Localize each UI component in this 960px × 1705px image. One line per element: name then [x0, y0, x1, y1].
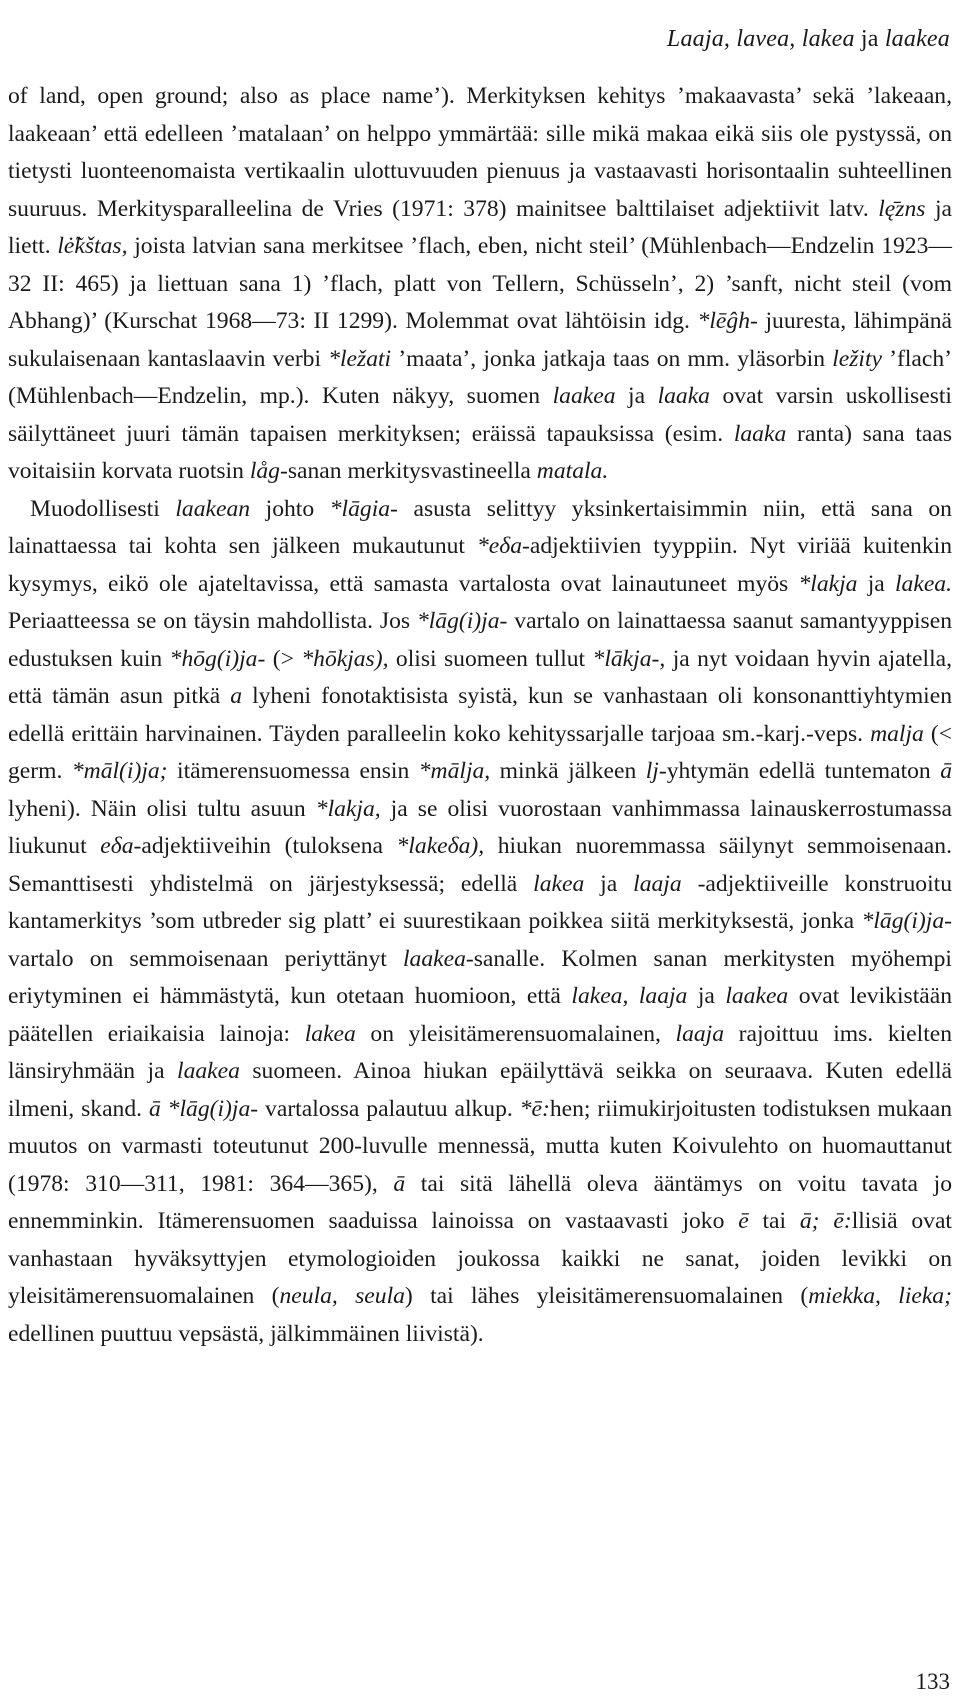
italic-term: lę̄zns [878, 195, 926, 222]
text-run: vartalossa palautuu alkup. [258, 1095, 520, 1122]
text-run: olisi suomeen tullut [388, 645, 593, 672]
text-run: Periaatteessa se on täysin mahdollista. Jos [8, 608, 417, 634]
running-head-word: laakea [884, 26, 950, 52]
italic-term: *hōkjas), [301, 645, 389, 672]
text-run: ja se olisi vuorostaan vanhimmassa lainauskerrostumassa liukunut [8, 795, 952, 859]
text-run: on yleisitämerensuomalainen, [355, 1020, 676, 1047]
text-run: ja liett. [8, 195, 952, 259]
italic-term: laaka [733, 420, 787, 447]
italic-term: laaja [675, 1020, 725, 1047]
text-run: suomeen. Ainoa hiukan epäilyttävä seikka on seuraava. Kuten edellä ilmeni, skand. [8, 1058, 952, 1122]
text-run: itämerensuomessa ensin [167, 758, 419, 784]
text-run: -adjektiiveihin (tuloksena [133, 833, 397, 859]
italic-term: ē: [833, 1208, 852, 1234]
text-run: (< germ. [8, 720, 953, 784]
text-run: ja [687, 983, 726, 1009]
text-run: -sanalle. Kolmen sanan merkitysten myöhempi eriytyminen ei hämmästytä, kun otetaan huomioon, että [8, 945, 952, 1009]
italic-term: laakea [177, 1058, 240, 1084]
italic-term: *lāg(i)ja- [416, 608, 508, 634]
text-run: johto [250, 495, 330, 522]
text-run: asusta selittyy yksinkertaisimmin niin, että sana on lainattaessa tai kohta sen jälkeen mukautunut [8, 495, 952, 559]
text-run: minkä jälkeen [490, 758, 646, 784]
italic-term: eδa [100, 833, 134, 859]
text-run: of land, open ground; also as place name’). Merkityksen kehitys ’makaavasta’ sekä ’lakeaan, laakeaan’ että edelleen ’matalaan’ on helppo ymmärtää: sille mikä makaa eikä siis ole pystyssä, on tietysti luonteenomaista vertikaalin ulottuvuuden pienuus ja vastaavasti horisontaalin suhteellinen suuruus. Merkitysparalleelina de Vries (1971: 378) mainitsee balttilaiset adjektiivit latv. [8, 83, 952, 222]
text-run: ’flach’ (Mühlenbach—Endzelin, mp.). Kuten näkyy, suomen [8, 345, 952, 409]
italic-term: *eδa [476, 533, 523, 559]
text-run: -adjektiivien tyyppiin. Nyt viriää kuitenkin kysymys, eikö ole ajateltavissa, että samasta vartalosta ovat lainautuneet myös [8, 533, 952, 597]
text-run: vartalo on semmoisenaan periyttänyt [8, 945, 403, 972]
text-run: ja [857, 570, 895, 597]
text-run: -adjektiiveille konstruoitu kantamerkitys ’som utbreder sig platt’ ei suurestikaan poikkea siitä merkityksestä, jonka [8, 870, 953, 934]
italic-term: laakean [175, 495, 251, 522]
italic-term: *hōg(i)ja- [169, 645, 266, 672]
italic-term: *māl(i)ja; [71, 758, 168, 784]
italic-term: ā; [799, 1208, 820, 1234]
italic-term: ē [738, 1208, 749, 1234]
running-head-conjunction: ja [854, 26, 885, 52]
italic-term: lakea [304, 1020, 356, 1047]
italic-term: lė̃kštas, [57, 233, 128, 259]
text-run: -yhtymän edellä tuntematon [658, 758, 941, 784]
text-run: ’maata’, jonka jatkaja taas on mm. yläsorbin [391, 345, 833, 372]
text-run: ja [584, 870, 634, 897]
italic-term: lakea, laaja [571, 983, 688, 1009]
text-run: ovat levikistään päätellen eriaikaisia lainoja: [8, 983, 952, 1047]
page-number: 133 [915, 1669, 950, 1694]
italic-term: miekka, lieka; [808, 1283, 952, 1309]
italic-term: lj [645, 758, 659, 784]
paragraph [8, 78, 952, 491]
italic-term: *lakja, [315, 795, 381, 822]
text-run: edellinen puuttuu vepsästä, jälkimmäinen liivistä). [8, 1320, 484, 1347]
italic-term: *lāg(i)ja- [861, 908, 952, 934]
italic-term: laakea [403, 945, 466, 972]
text-run: vartalo on lainattaessa saanut samantyyppisen edustuksen kuin [8, 608, 952, 672]
text-run: tai sitä lähellä oleva ääntämys on voitu tavata jo ennemminkin. Itämerensuomen saaduissa lainoissa on vastaavasti joko [8, 1170, 952, 1234]
text-run: (> [265, 645, 302, 672]
text-run: ja [615, 383, 658, 409]
text-run: lyheni fonotaktisista syistä, kun se vanhastaan oli konsonanttiyhtymien edellä erittäin harvinainen. Täyden paralleelin koko kehityssarjalle tarjoaa sm.-karj.-veps. [8, 683, 952, 747]
italic-term: neula, seula [279, 1283, 405, 1309]
italic-term: laaka [657, 383, 710, 409]
italic-term: *lakeδa), [396, 833, 485, 859]
text-run: hen; riimukirjoitusten todistuksen mukaan muutos on varmasti toteutunut 200-luvulle mennessä, mutta kuten Koivulehto on huomauttanut (1978: 310—311, 1981: 364—365), [8, 1095, 953, 1197]
running-head [667, 26, 950, 53]
italic-term: *ē: [519, 1095, 550, 1122]
italic-term: *lākja-, [592, 645, 666, 672]
italic-term: laakea [552, 383, 616, 409]
italic-term: matala. [536, 458, 609, 484]
body-text [8, 78, 952, 1353]
text-run: juuresta, lähimpänä sukulaisenaan kantaslaavin verbi [8, 308, 953, 372]
italic-term: ā [940, 758, 953, 784]
text-run: -sanan merkitysvastineella [279, 458, 537, 484]
text-run: joista latvian sana merkitsee ’flach, eben, nicht steil’ (Mühlenbach—Endzelin 1923—32 II: 465) ja liettuan sana 1) ’flach, platt von Tellern, Schüsseln’, 2) ’sanft, nicht steil (vom Abhang)’ (Kurschat 1968—73: II 1299). Molemmat ovat lähtöisin idg. [8, 233, 952, 334]
text-run: lyheni). Näin olisi tultu asuun [8, 795, 316, 822]
italic-term: *mālja, [418, 758, 491, 784]
italic-term: *lāgia- [329, 495, 398, 522]
text-run: hiukan nuoremmassa säilynyt semmoisenaan. Semanttisesti yhdistelmä on järjestyksessä; edellä [8, 833, 952, 897]
italic-term: låg [249, 458, 280, 484]
italic-term: *lēĝh- [697, 308, 758, 334]
italic-term: *lakja [798, 570, 858, 597]
text-run: ja nyt voidaan hyvin ajatella, että tämän asun pitkä [8, 645, 953, 709]
text-run: ) tai lähes yleisitämerensuomalainen ( [404, 1283, 809, 1309]
text-run: llisiä ovat vanhastaan hyväksyttyjen etymologioiden joukossa kaikki ne sanat, joiden levikki on yleisitämerensuomalainen ( [8, 1208, 952, 1309]
paragraph [8, 491, 952, 1354]
running-head-title: Laaja, lavea, lakea [666, 26, 855, 52]
italic-term: lakea [533, 870, 585, 897]
italic-term: *ležati [328, 345, 392, 372]
text-run: ovat varsin uskollisesti säilyttäneet juuri tämän tapaisen merkityksen; eräissä tapauksissa (esim. [8, 383, 952, 447]
text-run [820, 1208, 834, 1234]
text-run: tai [748, 1208, 800, 1234]
italic-term: laakea [725, 983, 789, 1009]
italic-term: ā *lāg(i)ja- [148, 1095, 259, 1122]
italic-term: ležity [832, 345, 882, 372]
italic-term: laaja [633, 870, 682, 897]
italic-term: lakea. [895, 570, 952, 597]
italic-term: a [230, 683, 243, 709]
italic-term: malja [870, 720, 924, 747]
text-run: rajoittuu ims. kielten länsiryhmään ja [8, 1020, 953, 1084]
text-run: Muodollisesti [30, 495, 176, 522]
italic-term: ā [393, 1170, 406, 1197]
text-run: ranta) sana taas voitaisiin korvata ruotsin [8, 420, 953, 484]
